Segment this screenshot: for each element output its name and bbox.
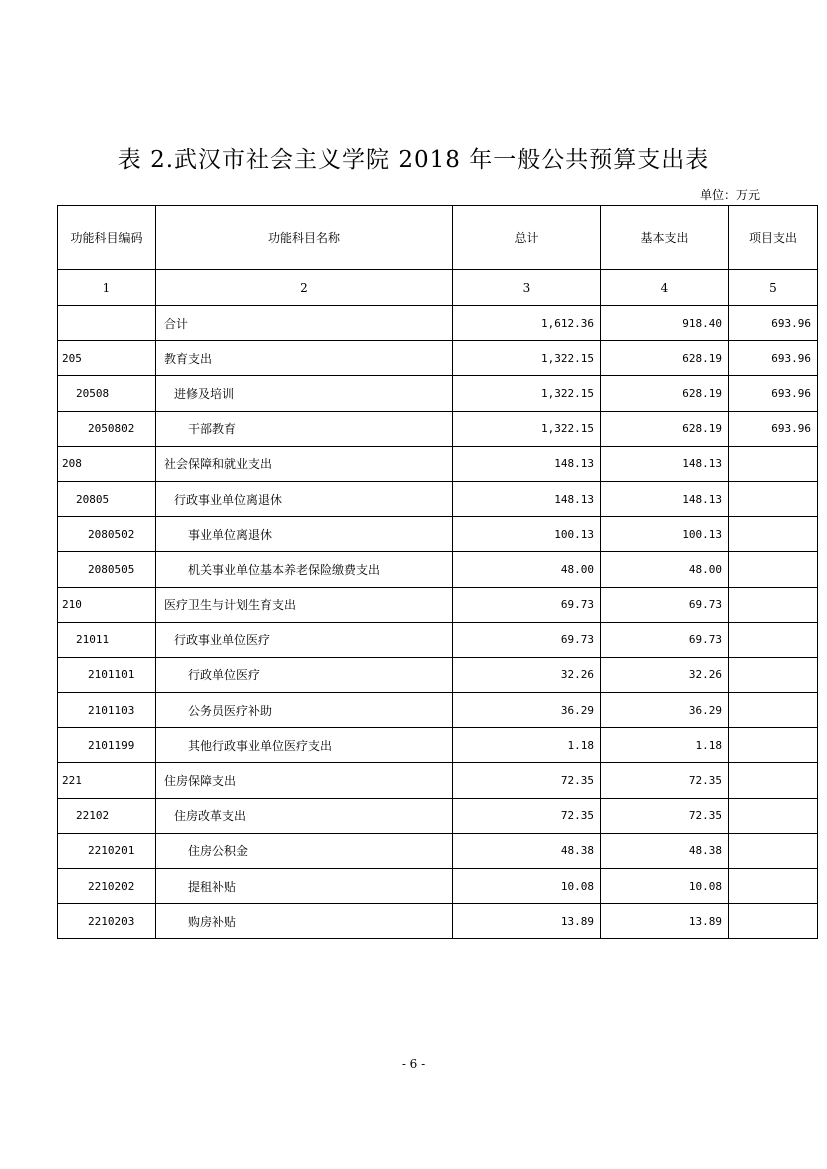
total-cell: 69.73 xyxy=(453,622,601,657)
code-cell: 205 xyxy=(58,341,156,376)
project-cell: 693.96 xyxy=(729,411,818,446)
code-cell: 22102 xyxy=(58,798,156,833)
column-number-row xyxy=(58,270,818,306)
code-cell: 2101199 xyxy=(58,728,156,763)
name-cell: 教育支出 xyxy=(156,341,453,376)
code-cell: 20805 xyxy=(58,481,156,516)
name-cell: 公务员医疗补助 xyxy=(156,693,453,728)
budget-table xyxy=(57,205,818,939)
table-row xyxy=(58,622,818,657)
code-cell: 2210201 xyxy=(58,833,156,868)
project-cell xyxy=(729,552,818,587)
col-number: 2 xyxy=(156,270,453,306)
name-cell: 社会保障和就业支出 xyxy=(156,446,453,481)
unit-label: 单位：万元 xyxy=(699,188,760,202)
project-cell: 693.96 xyxy=(729,341,818,376)
name-cell: 提租补贴 xyxy=(156,869,453,904)
table-row xyxy=(58,728,818,763)
name-cell: 医疗卫生与计划生育支出 xyxy=(156,587,453,622)
name-cell: 合计 xyxy=(156,306,453,341)
header-row xyxy=(58,206,818,270)
header-name: 功能科目名称 xyxy=(156,206,453,270)
name-cell: 机关事业单位基本养老保险缴费支出 xyxy=(156,552,453,587)
header-basic: 基本支出 xyxy=(601,206,729,270)
total-cell: 13.89 xyxy=(453,904,601,939)
basic-cell: 628.19 xyxy=(601,411,729,446)
total-cell: 48.00 xyxy=(453,552,601,587)
table-row xyxy=(58,798,818,833)
name-cell: 事业单位离退休 xyxy=(156,517,453,552)
total-cell: 48.38 xyxy=(453,833,601,868)
name-cell: 行政事业单位离退休 xyxy=(156,481,453,516)
basic-cell: 628.19 xyxy=(601,376,729,411)
basic-cell: 628.19 xyxy=(601,341,729,376)
table-row xyxy=(58,552,818,587)
col-number: 1 xyxy=(58,270,156,306)
total-cell: 32.26 xyxy=(453,657,601,692)
header-project: 项目支出 xyxy=(729,206,818,270)
project-cell: 693.96 xyxy=(729,376,818,411)
basic-cell: 69.73 xyxy=(601,622,729,657)
basic-cell: 1.18 xyxy=(601,728,729,763)
project-cell xyxy=(729,622,818,657)
code-cell: 2080505 xyxy=(58,552,156,587)
project-cell xyxy=(729,833,818,868)
total-cell: 100.13 xyxy=(453,517,601,552)
total-cell: 72.35 xyxy=(453,798,601,833)
project-cell xyxy=(729,869,818,904)
total-cell: 1,322.15 xyxy=(453,411,601,446)
header-code: 功能科目编码 xyxy=(58,206,156,270)
total-cell: 1,612.36 xyxy=(453,306,601,341)
basic-cell: 13.89 xyxy=(601,904,729,939)
code-cell: 20508 xyxy=(58,376,156,411)
code-cell: 2050802 xyxy=(58,411,156,446)
name-cell: 干部教育 xyxy=(156,411,453,446)
table-row xyxy=(58,481,818,516)
basic-cell: 10.08 xyxy=(601,869,729,904)
name-cell: 购房补贴 xyxy=(156,904,453,939)
table-row xyxy=(58,869,818,904)
basic-cell: 72.35 xyxy=(601,798,729,833)
total-cell: 69.73 xyxy=(453,587,601,622)
table-row xyxy=(58,411,818,446)
basic-cell: 148.13 xyxy=(601,481,729,516)
project-cell xyxy=(729,728,818,763)
basic-cell: 69.73 xyxy=(601,587,729,622)
col-number: 3 xyxy=(453,270,601,306)
name-cell: 住房公积金 xyxy=(156,833,453,868)
total-cell: 36.29 xyxy=(453,693,601,728)
code-cell xyxy=(58,306,156,341)
project-cell xyxy=(729,481,818,516)
basic-cell: 148.13 xyxy=(601,446,729,481)
table-row xyxy=(58,376,818,411)
code-cell: 2210203 xyxy=(58,904,156,939)
basic-cell: 918.40 xyxy=(601,306,729,341)
code-cell: 21011 xyxy=(58,622,156,657)
total-cell: 148.13 xyxy=(453,446,601,481)
col-number: 4 xyxy=(601,270,729,306)
name-cell: 进修及培训 xyxy=(156,376,453,411)
basic-cell: 36.29 xyxy=(601,693,729,728)
basic-cell: 72.35 xyxy=(601,763,729,798)
project-cell xyxy=(729,587,818,622)
table-row xyxy=(58,341,818,376)
table-row xyxy=(58,693,818,728)
code-cell: 2080502 xyxy=(58,517,156,552)
table-row xyxy=(58,446,818,481)
name-cell: 住房保障支出 xyxy=(156,763,453,798)
total-cell: 10.08 xyxy=(453,869,601,904)
table-row xyxy=(58,657,818,692)
header-total: 总计 xyxy=(453,206,601,270)
basic-cell: 32.26 xyxy=(601,657,729,692)
table-row xyxy=(58,306,818,341)
table-row xyxy=(58,833,818,868)
project-cell xyxy=(729,763,818,798)
code-cell: 2101101 xyxy=(58,657,156,692)
basic-cell: 48.00 xyxy=(601,552,729,587)
project-cell xyxy=(729,693,818,728)
total-cell: 72.35 xyxy=(453,763,601,798)
basic-cell: 48.38 xyxy=(601,833,729,868)
name-cell: 住房改革支出 xyxy=(156,798,453,833)
code-cell: 2101103 xyxy=(58,693,156,728)
page-title: 表 2.武汉市社会主义学院 2018 年一般公共预算支出表 xyxy=(117,147,710,173)
name-cell: 行政事业单位医疗 xyxy=(156,622,453,657)
project-cell xyxy=(729,657,818,692)
code-cell: 2210202 xyxy=(58,869,156,904)
col-number: 5 xyxy=(729,270,818,306)
table-row xyxy=(58,517,818,552)
total-cell: 148.13 xyxy=(453,481,601,516)
project-cell xyxy=(729,517,818,552)
table-row xyxy=(58,587,818,622)
code-cell: 221 xyxy=(58,763,156,798)
name-cell: 其他行政事业单位医疗支出 xyxy=(156,728,453,763)
total-cell: 1.18 xyxy=(453,728,601,763)
table-row xyxy=(58,904,818,939)
project-cell: 693.96 xyxy=(729,306,818,341)
code-cell: 208 xyxy=(58,446,156,481)
total-cell: 1,322.15 xyxy=(453,341,601,376)
basic-cell: 100.13 xyxy=(601,517,729,552)
page-number: - 6 - xyxy=(401,1057,426,1071)
project-cell xyxy=(729,798,818,833)
code-cell: 210 xyxy=(58,587,156,622)
total-cell: 1,322.15 xyxy=(453,376,601,411)
name-cell: 行政单位医疗 xyxy=(156,657,453,692)
project-cell xyxy=(729,446,818,481)
project-cell xyxy=(729,904,818,939)
table-row xyxy=(58,763,818,798)
